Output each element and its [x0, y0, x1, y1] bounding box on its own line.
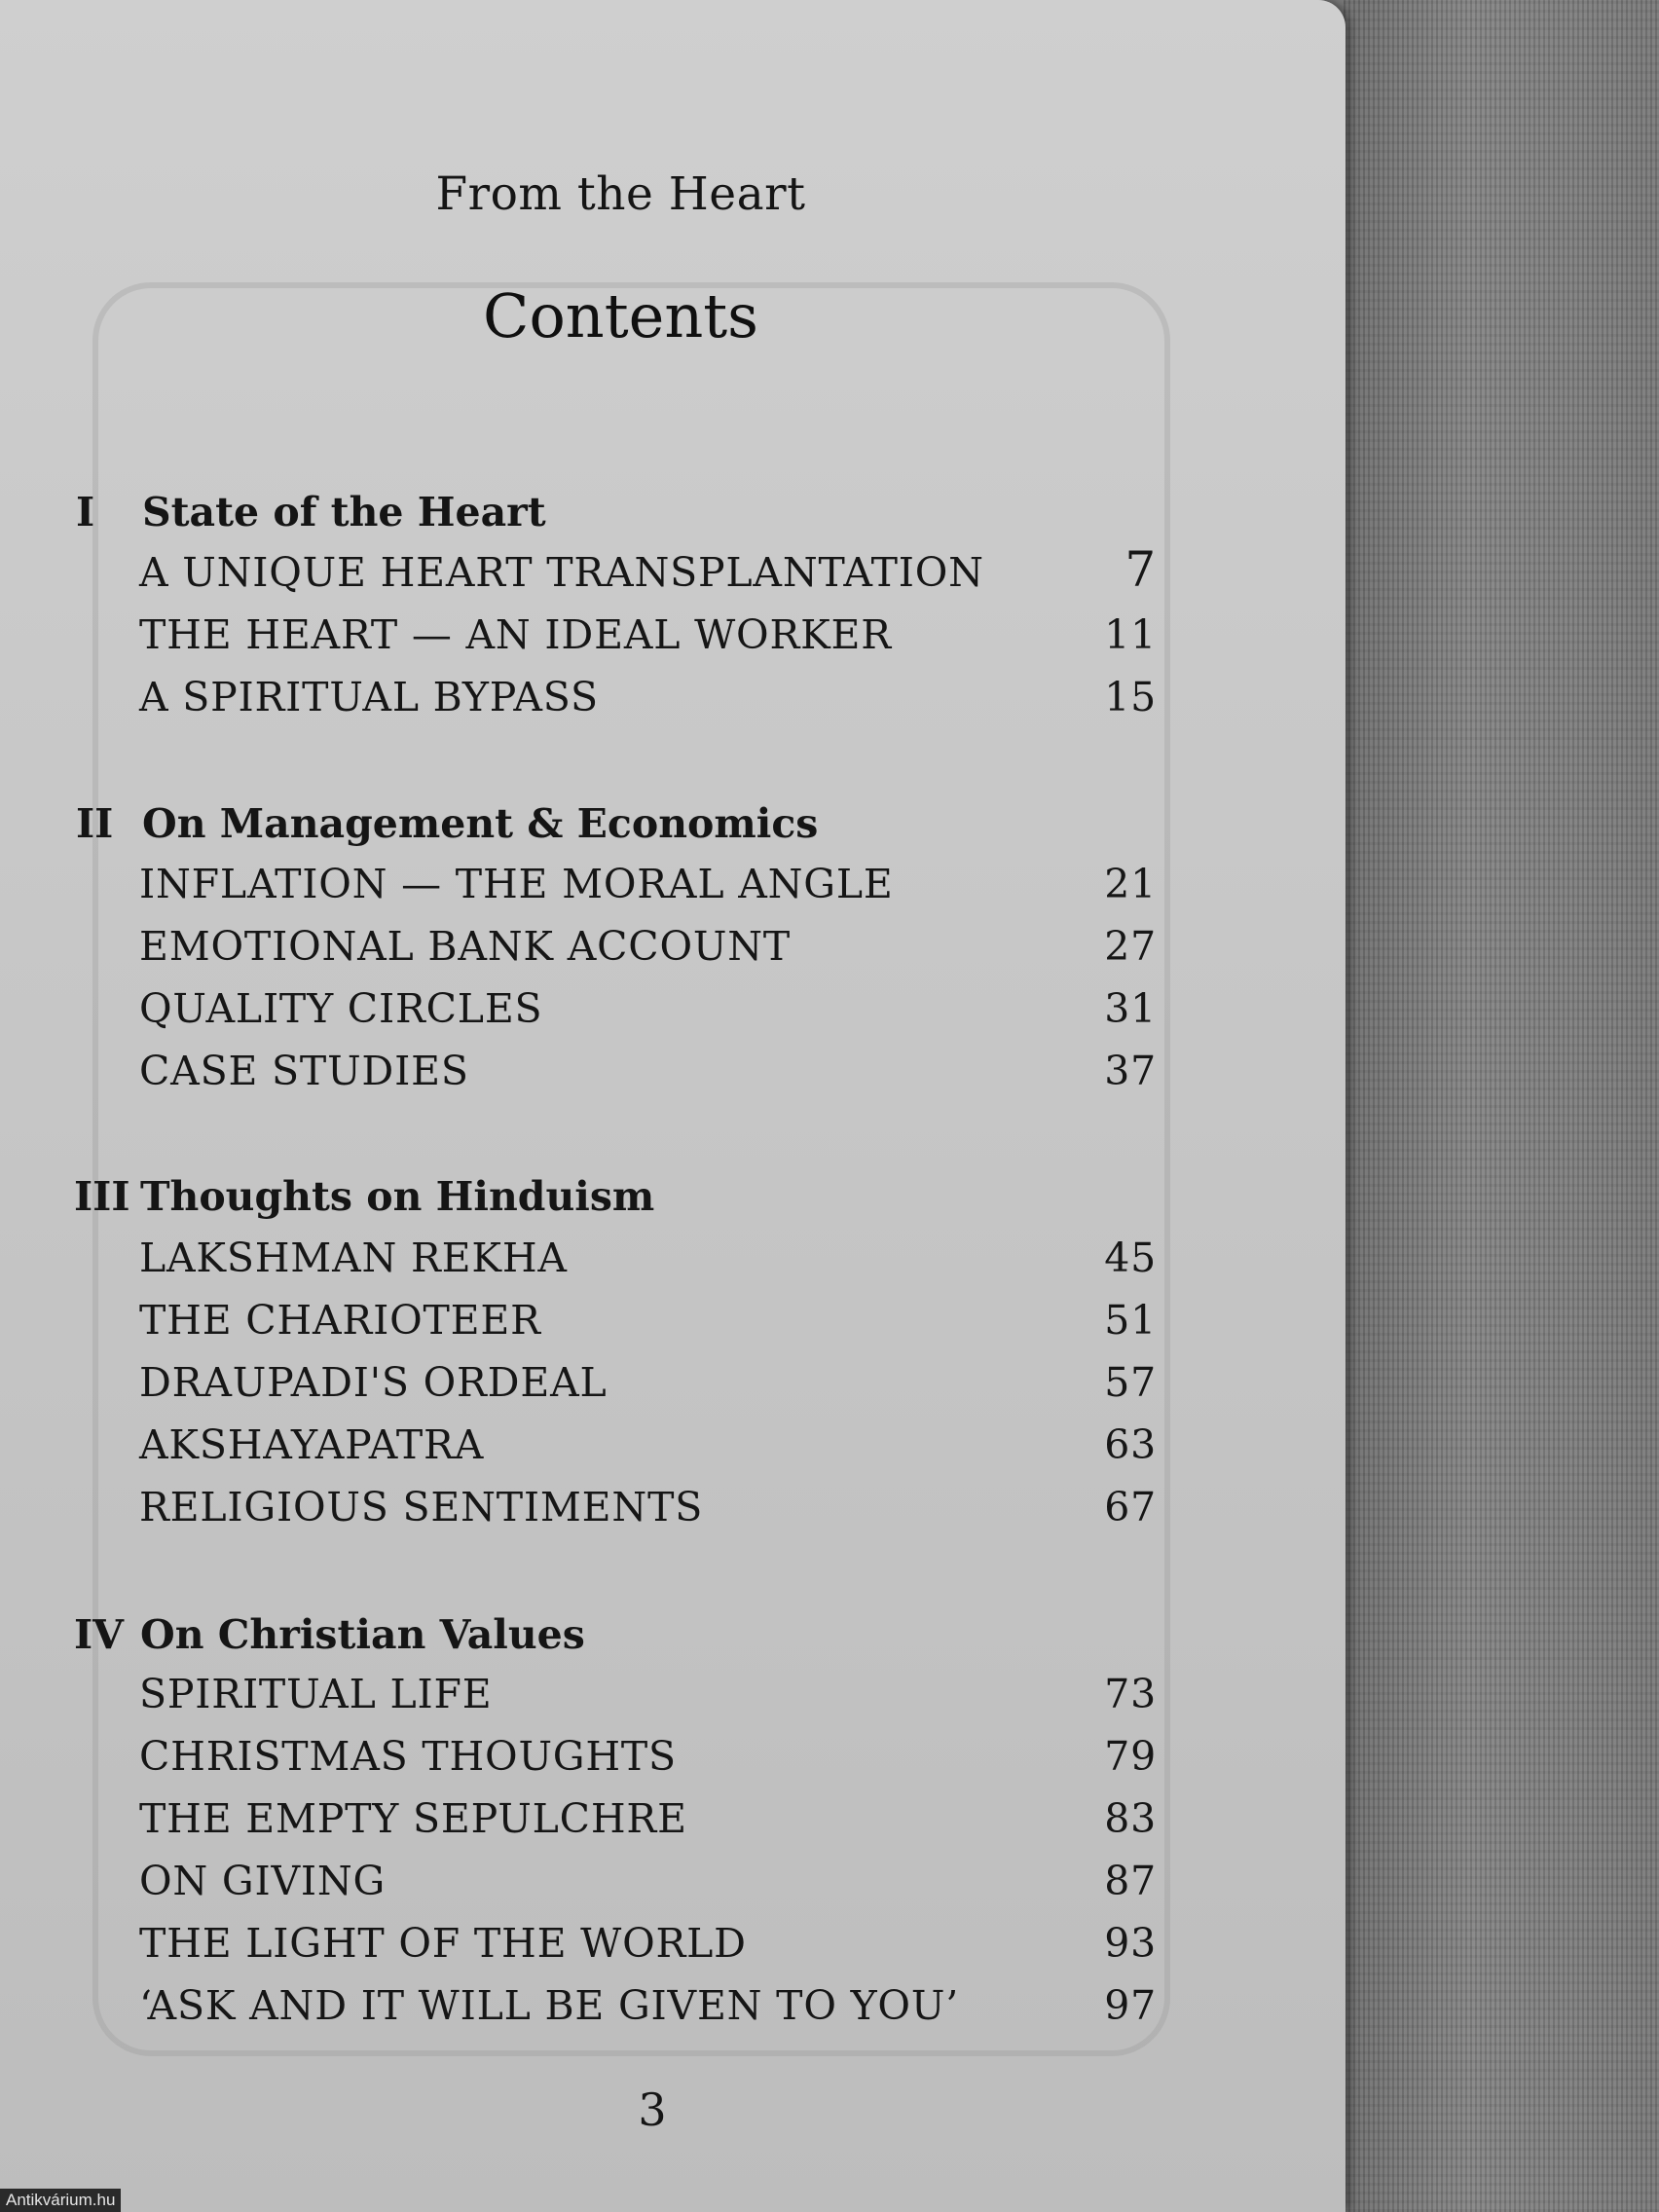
contents-heading: Contents — [483, 280, 758, 351]
entry-title: AKSHAYAPATRA — [139, 1421, 485, 1468]
toc-entry[interactable] — [139, 1795, 1157, 1844]
entry-page: 45 — [1104, 1235, 1157, 1281]
toc-entry[interactable] — [139, 1982, 1157, 2031]
entry-title: CASE STUDIES — [139, 1048, 469, 1094]
entry-title: RELIGIOUS SENTIMENTS — [139, 1484, 704, 1530]
section-label: Thoughts on Hinduism — [140, 1173, 655, 1220]
entry-title: SPIRITUAL LIFE — [139, 1671, 493, 1717]
section-title — [74, 1611, 585, 1658]
entry-title: A UNIQUE HEART TRANSPLANTATION — [139, 549, 984, 596]
entry-page: 67 — [1104, 1484, 1157, 1530]
toc-entry[interactable] — [139, 611, 1157, 660]
entry-page: 37 — [1104, 1048, 1157, 1094]
entry-title: EMOTIONAL BANK ACCOUNT — [139, 923, 792, 970]
section-number: II — [76, 800, 114, 847]
entry-page: 97 — [1104, 1982, 1157, 2029]
toc-entry[interactable] — [139, 1297, 1157, 1346]
toc-entry[interactable] — [139, 1235, 1157, 1283]
section-number: IV — [74, 1611, 124, 1658]
cover-strip — [1344, 0, 1659, 2212]
section-title — [76, 800, 818, 847]
toc-entry[interactable] — [139, 541, 1157, 598]
toc-entry[interactable] — [139, 1048, 1157, 1096]
section-label: On Christian Values — [140, 1611, 585, 1658]
section-label: State of the Heart — [142, 489, 546, 535]
section-number: I — [76, 489, 95, 535]
entry-page: 87 — [1104, 1858, 1157, 1904]
entry-page: 27 — [1104, 923, 1157, 970]
entry-title: INFLATION — THE MORAL ANGLE — [139, 861, 894, 907]
entry-title: ‘ASK AND IT WILL BE GIVEN TO YOU’ — [139, 1982, 960, 2029]
entry-title: DRAUPADI'S ORDEAL — [139, 1359, 608, 1406]
entry-title: ON GIVING — [139, 1858, 387, 1904]
page-number: 3 — [638, 2083, 667, 2136]
entry-page: 57 — [1104, 1359, 1157, 1406]
toc-entry[interactable] — [139, 861, 1157, 909]
section-title — [74, 1173, 654, 1220]
toc-entry[interactable] — [139, 1484, 1157, 1532]
toc-entry[interactable] — [139, 1733, 1157, 1782]
entry-page: 11 — [1104, 611, 1157, 658]
book-title: From the Heart — [435, 167, 806, 221]
entry-page: 63 — [1104, 1421, 1157, 1468]
entry-page: 21 — [1104, 861, 1157, 907]
entry-page: 79 — [1104, 1733, 1157, 1780]
entry-page: 73 — [1104, 1671, 1157, 1717]
entry-title: A SPIRITUAL BYPASS — [139, 674, 599, 720]
toc-entry[interactable] — [139, 1858, 1157, 1906]
entry-page: 7 — [1124, 541, 1157, 598]
entry-title: CHRISTMAS THOUGHTS — [139, 1733, 677, 1780]
toc-entry[interactable] — [139, 1920, 1157, 1969]
toc-entry[interactable] — [139, 1359, 1157, 1408]
entry-page: 31 — [1104, 985, 1157, 1032]
watermark: Antikvárium.hu — [0, 2189, 121, 2212]
toc-entry[interactable] — [139, 1421, 1157, 1470]
entry-page: 83 — [1104, 1795, 1157, 1842]
toc-entry[interactable] — [139, 985, 1157, 1034]
section-number: III — [74, 1173, 130, 1220]
section-label: On Management & Economics — [142, 800, 819, 847]
toc-entry[interactable] — [139, 1671, 1157, 1719]
entry-title: THE LIGHT OF THE WORLD — [139, 1920, 747, 1967]
toc-entry[interactable] — [139, 923, 1157, 972]
entry-page: 93 — [1104, 1920, 1157, 1967]
entry-title: THE EMPTY SEPULCHRE — [139, 1795, 687, 1842]
entry-title: LAKSHMAN REKHA — [139, 1235, 568, 1281]
toc-entry[interactable] — [139, 674, 1157, 722]
entry-page: 51 — [1104, 1297, 1157, 1344]
section-title — [76, 489, 546, 535]
entry-page: 15 — [1104, 674, 1157, 720]
entry-title: THE CHARIOTEER — [139, 1297, 541, 1344]
entry-title: THE HEART — AN IDEAL WORKER — [139, 611, 892, 658]
entry-title: QUALITY CIRCLES — [139, 985, 543, 1032]
